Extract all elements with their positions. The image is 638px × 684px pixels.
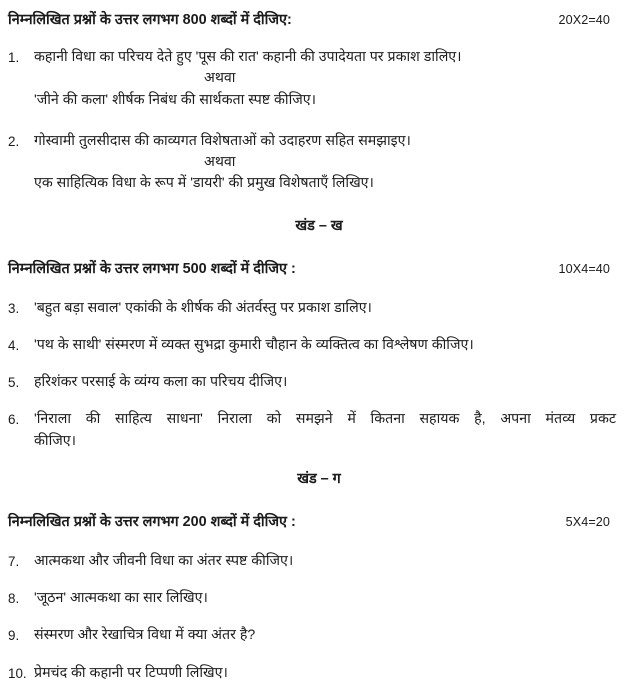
question-text: आत्मकथा और जीवनी विधा का अंतर स्पष्ट कीजिए। xyxy=(34,552,294,569)
question-number: 9. xyxy=(8,628,20,644)
question-item-8 xyxy=(0,588,638,609)
question-text: प्रेमचंद की कहानी पर टिप्पणी लिखिए। xyxy=(34,664,228,681)
question-item-2 xyxy=(0,131,638,195)
spacer xyxy=(0,278,638,298)
question-text-line-1: 'निराला की साहित्य साधना' निराला को समझने में कितना सहायक है, अपना मंतव्य प्रकट xyxy=(34,411,616,428)
section-a-prompt: निम्नलिखित प्रश्नों के उत्तर लगभग 800 शब्दों में दीजिए: xyxy=(8,12,292,28)
section-c-prompt: निम्नलिखित प्रश्नों के उत्तर लगभग 200 शब्दों में दीजिए : xyxy=(8,513,296,530)
question-number: 8. xyxy=(8,591,20,606)
question-body xyxy=(34,298,616,319)
question-item-6 xyxy=(0,409,638,452)
question-item-3 xyxy=(0,298,638,319)
question-body xyxy=(34,131,616,195)
question-body xyxy=(34,663,616,684)
question-text: संस्मरण और रेखाचित्र विधा में क्या अंतर है? xyxy=(34,627,256,644)
alternative-label: अथवा xyxy=(204,154,236,171)
question-text: 'पथ के साथी' संस्मरण में व्यक्त सुभद्रा कुमारी चौहान के व्यक्तित्व का विश्लेषण कीजिए। xyxy=(34,336,474,353)
spacer xyxy=(0,647,638,663)
spacer xyxy=(0,531,638,551)
alternative-text: 'जीने की कला' शीर्षक निबंध की सार्थकता स्पष्ट कीजिए। xyxy=(34,91,316,108)
question-text: गोस्वामी तुलसीदास की काव्यगत विशेषताओं को उदाहरण सहित समझाइए। xyxy=(34,132,411,149)
question-body xyxy=(34,372,616,393)
section-c-marks: 5X4=20 xyxy=(565,514,610,529)
section-c-divider: खंड – ग xyxy=(297,470,341,487)
question-item-4 xyxy=(0,335,638,356)
question-item-7 xyxy=(0,551,638,572)
section-b-marks: 10X4=40 xyxy=(558,261,610,276)
alternative-text: एक साहित्यिक विधा के रूप में 'डायरी' की प्रमुख विशेषताएँ लिखिए। xyxy=(34,175,374,192)
question-body xyxy=(34,409,616,452)
spacer xyxy=(0,356,638,372)
spacer xyxy=(0,236,638,260)
section-a-marks: 20X2=40 xyxy=(558,13,610,27)
section-b-divider: खंड – ख xyxy=(295,217,343,234)
question-item-10 xyxy=(0,663,638,684)
question-item-5 xyxy=(0,372,638,393)
question-number: 4. xyxy=(8,337,20,353)
section-b-prompt: निम्नलिखित प्रश्नों के उत्तर लगभग 500 शब्दों में दीजिए : xyxy=(8,260,296,277)
question-body xyxy=(34,47,616,111)
question-text-line-2: कीजिए। xyxy=(34,432,76,449)
question-number: 1. xyxy=(8,50,20,65)
section-a-heading xyxy=(0,11,638,29)
question-number: 7. xyxy=(8,553,20,569)
question-body xyxy=(34,551,616,572)
spacer xyxy=(0,609,638,625)
spacer xyxy=(0,29,638,47)
spacer xyxy=(0,489,638,513)
question-number: 3. xyxy=(8,300,20,316)
question-body xyxy=(34,588,616,609)
top-spacer xyxy=(0,0,638,11)
spacer xyxy=(0,572,638,588)
question-body xyxy=(34,335,616,356)
question-number: 10. xyxy=(8,665,27,681)
question-text: कहानी विधा का परिचय देते हुए 'पूस की रात' कहानी की उपादेयता पर प्रकाश डालिए। xyxy=(34,49,462,65)
question-text: 'बहुत बड़ा सवाल' एकांकी के शीर्षक की अंतर्वस्तु पर प्रकाश डालिए। xyxy=(34,299,372,316)
question-text: 'जूठन' आत्मकथा का सार लिखिए। xyxy=(34,590,208,606)
spacer xyxy=(0,319,638,335)
spacer xyxy=(0,195,638,217)
question-number: 5. xyxy=(8,375,20,391)
spacer xyxy=(0,393,638,409)
alternative-label: अथवा xyxy=(204,70,236,87)
section-c-heading xyxy=(0,513,638,531)
spacer xyxy=(0,452,638,470)
question-number: 2. xyxy=(8,133,20,149)
question-item-1 xyxy=(0,47,638,111)
question-body xyxy=(34,625,616,646)
section-b-heading xyxy=(0,260,638,278)
spacer xyxy=(0,111,638,131)
question-text: हरिशंकर परसाई के व्यंग्य कला का परिचय दीजिए। xyxy=(34,374,288,391)
question-item-9 xyxy=(0,625,638,646)
question-number: 6. xyxy=(8,412,20,428)
